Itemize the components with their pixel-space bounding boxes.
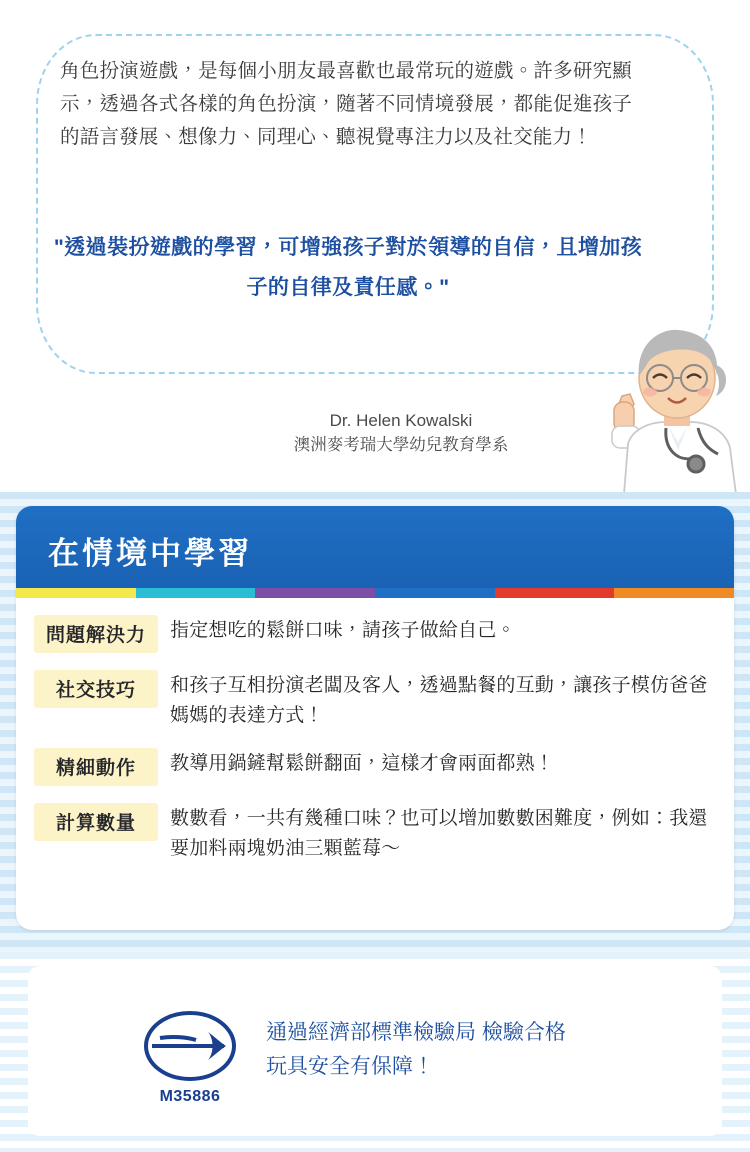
certification-line-1: 通過經濟部標準檢驗局 檢驗合格 [266, 1021, 566, 1044]
skill-tag: 社交技巧 [34, 670, 158, 708]
expert-quote: "透過裝扮遊戲的學習，可增強孩子對於領導的自信，且增加孩子的自律及責任感。" [53, 236, 643, 299]
list-item [34, 745, 716, 786]
skill-rows [16, 598, 734, 888]
list-item [34, 800, 716, 864]
certification-section [0, 952, 750, 1152]
skill-description: 教導用鍋鏟幫鬆餅翻面，這樣才會兩面都熟！ [170, 753, 555, 774]
learning-panel [16, 506, 734, 930]
panel-title: 在情境中學習 [48, 536, 252, 571]
certification-card [28, 966, 722, 1136]
skill-description: 數數看，一共有幾種口味？也可以增加數數困難度，例如：我還要加料兩塊奶油三顆藍莓～ [170, 808, 708, 859]
skill-description: 和孩子互相扮演老闆及客人，透過點餐的互動，讓孩子模仿爸爸媽媽的表達方式！ [170, 675, 708, 726]
certification-code: M35886 [159, 1088, 221, 1105]
quote-section [0, 0, 750, 492]
left-cheek [643, 388, 657, 397]
intro-paragraph: 角色扮演遊戲，是每個小朋友最喜歡也最常玩的遊戲。許多研究顯示，透過各式各樣的角色扮演，隨著不同情境發展，都能促進孩子的語言發展、想像力、同理心、聽視覺專注力以及社交能力！ [60, 60, 632, 148]
list-item [34, 667, 716, 731]
strip-segment-yellow [16, 588, 136, 598]
skill-tag: 計算數量 [34, 803, 158, 841]
learning-section [0, 492, 750, 952]
strip-segment-purple [255, 588, 375, 598]
attribution-org: 澳洲麥考瑞大學幼兒教育學系 [293, 436, 509, 454]
strip-segment-blue [375, 588, 495, 598]
skill-description: 指定想吃的鬆餅口味，請孩子做給自己。 [170, 620, 516, 641]
strip-segment-orange [614, 588, 734, 598]
right-cheek [697, 388, 711, 397]
skill-tag: 精細動作 [34, 748, 158, 786]
strip-segment-red [495, 588, 615, 598]
attribution [236, 408, 566, 458]
attribution-name: Dr. Helen Kowalski [329, 411, 473, 430]
strip-segment-cyan [136, 588, 256, 598]
bsmi-logo-icon [138, 1008, 242, 1084]
skill-tag: 問題解決力 [34, 615, 158, 653]
doctor-illustration [578, 318, 750, 492]
panel-header [16, 506, 734, 588]
list-item [34, 612, 716, 653]
certification-line-2: 玩具安全有保障！ [266, 1055, 434, 1078]
color-strip [16, 588, 734, 598]
certification-text [266, 1016, 566, 1084]
